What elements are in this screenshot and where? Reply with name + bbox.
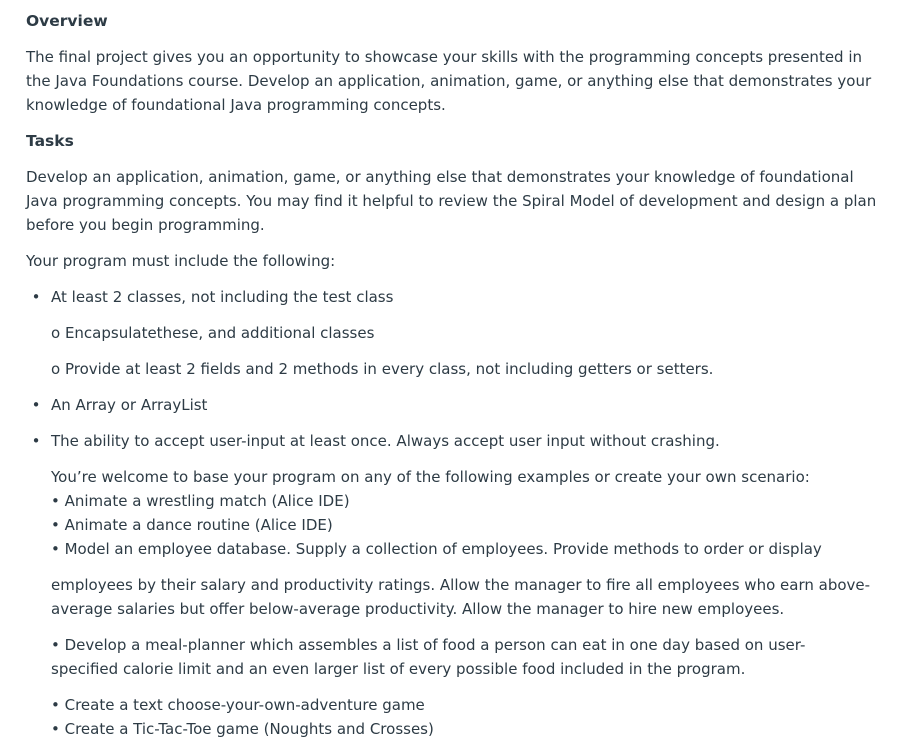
bullet-icon: • [31, 396, 41, 414]
example-meal-planner: • Develop a meal-planner which assembles a list of food a person can eat in one day based on user- specified calorie limit and an even larger list of every possible food included in the program. [51, 636, 806, 678]
example-item: • Create a Tic-Tac-Toe game (Noughts and Crosses) [51, 720, 434, 738]
examples-group-2 [51, 693, 871, 741]
list-item-text: At least 2 classes, not including the test class [51, 288, 394, 306]
example-item: • Model an employee database. Supply a collection of employees. Provide methods to order or display [51, 540, 822, 558]
requirements-list [26, 285, 916, 453]
list-item-text: An Array or ArrayList [51, 396, 208, 414]
list-item [26, 429, 916, 453]
list-item [26, 393, 916, 417]
example-item: • Create a text choose-your-own-adventure game [51, 696, 425, 714]
list-item-text: The ability to accept user-input at least once. Always accept user input without crashing. [51, 432, 720, 450]
tasks-heading: Tasks [26, 132, 74, 150]
bullet-icon: • [31, 288, 41, 306]
list-item [26, 357, 916, 381]
example-continuation: employees by their salary and productivity ratings. Allow the manager to fire all employees who earn above-average salaries but offer below-average productivity. Allow the manager to hire new employees. [51, 576, 871, 618]
list-item [26, 285, 916, 309]
overview-heading: Overview [26, 12, 108, 30]
examples-section [26, 465, 871, 741]
examples-group-1 [51, 465, 871, 561]
sub-item-text: o Encapsulatethese, and additional classes [51, 324, 375, 342]
example-item: • Animate a dance routine (Alice IDE) [51, 516, 333, 534]
bullet-icon: • [31, 432, 41, 450]
list-item [26, 321, 916, 345]
requirements-intro: Your program must include the following: [26, 252, 336, 270]
tasks-paragraph: Develop an application, animation, game, or anything else that demonstrates your knowledge of foundational Java programming concepts. You may find it helpful to review the Spiral Model of development and design a plan before you begin programming. [26, 168, 877, 234]
examples-intro: You’re welcome to base your program on any of the following examples or create your own scenario: [51, 468, 810, 486]
sub-item-text: o Provide at least 2 fields and 2 methods in every class, not including getters or setters. [51, 360, 714, 378]
example-item: • Animate a wrestling match (Alice IDE) [51, 492, 350, 510]
overview-paragraph: The final project gives you an opportunity to showcase your skills with the programming concepts presented in the Java Foundations course. Develop an application, animation, game, or anything else that demonstrates your knowledge of foundational Java programming concepts. [26, 48, 872, 114]
